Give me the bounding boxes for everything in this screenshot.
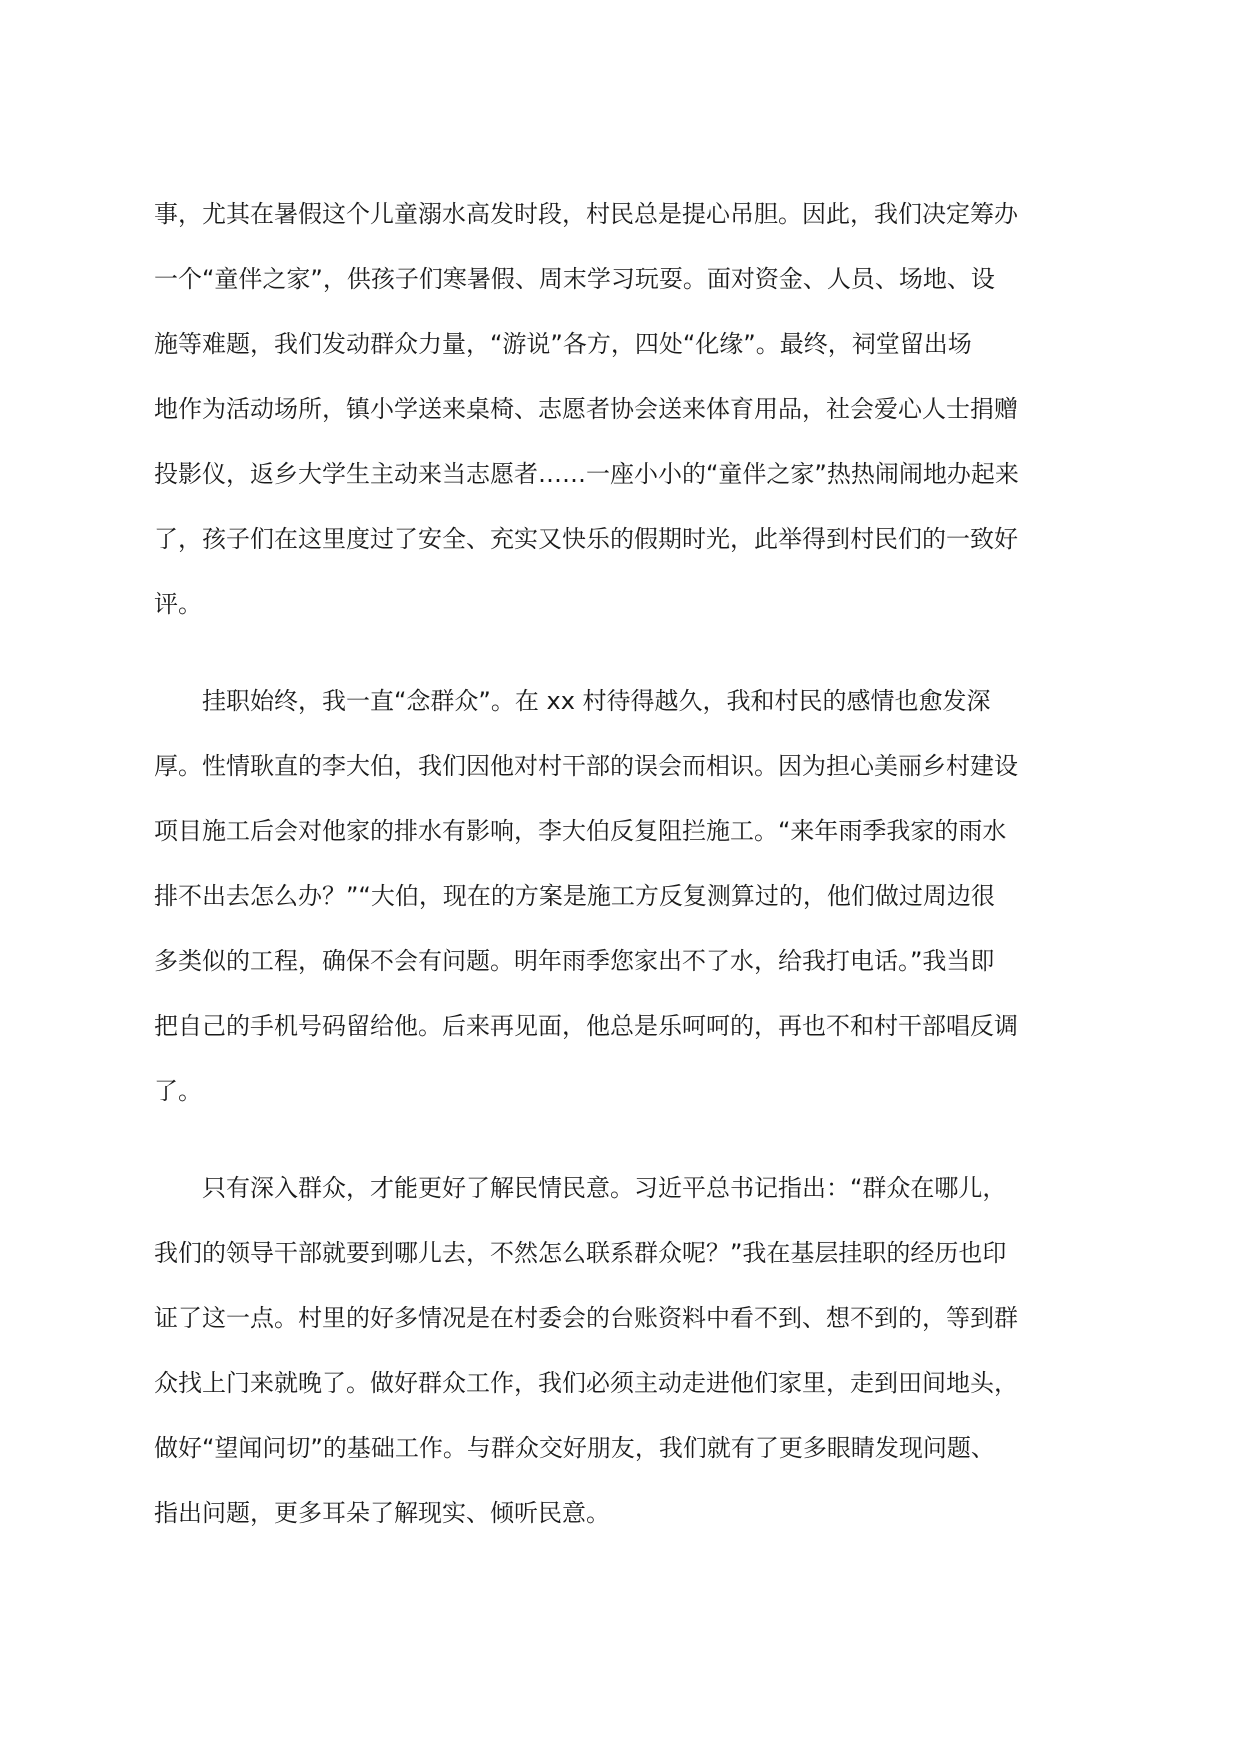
text-line: 证了这一点。村里的好多情况是在村委会的台账资料中看不到、想不到的，等到群 xyxy=(154,1304,1018,1332)
text-line: 一个“童伴之家”，供孩子们寒暑假、周末学习玩耍。面对资金、人员、场地、设 xyxy=(154,265,995,293)
text-line: 排不出去怎么办？”“大伯，现在的方案是施工方反复测算过的，他们做过周边很 xyxy=(154,882,995,910)
text-line: 事，尤其在暑假这个儿童溺水高发时段，村民总是提心吊胆。因此，我们决定筹办 xyxy=(154,200,1018,228)
text-line: 厚。性情耿直的李大伯，我们因他对村干部的误会而相识。因为担心美丽乡村建设 xyxy=(154,752,1018,780)
text-line: 了，孩子们在这里度过了安全、充实又快乐的假期时光，此举得到村民们的一致好 xyxy=(154,525,1018,553)
text-line: 地作为活动场所，镇小学送来桌椅、志愿者协会送来体育用品，社会爱心人士捐赠 xyxy=(154,395,1018,423)
text-line: 投影仪，返乡大学生主动来当志愿者……一座小小的“童伴之家”热热闹闹地办起来 xyxy=(154,460,1019,488)
text-line: 众找上门来就晚了。做好群众工作，我们必须主动走进他们家里，走到田间地头， xyxy=(154,1369,1018,1397)
paragraph-2 xyxy=(154,669,1084,1124)
text-line: 我们的领导干部就要到哪儿去，不然怎么联系群众呢？”我在基层挂职的经历也印 xyxy=(154,1239,1007,1267)
text-line: 多类似的工程，确保不会有问题。明年雨季您家出不了水，给我打电话。”我当即 xyxy=(154,947,995,975)
paragraph-1 xyxy=(154,182,1084,637)
text-line: 指出问题，更多耳朵了解现实、倾听民意。 xyxy=(154,1499,610,1527)
text-line: 把自己的手机号码留给他。后来再见面，他总是乐呵呵的，再也不和村干部唱反调 xyxy=(154,1012,1018,1040)
text-line: 项目施工后会对他家的排水有影响，李大伯反复阻拦施工。“来年雨季我家的雨水 xyxy=(154,817,1007,845)
text-line: 做好“望闻问切”的基础工作。与群众交好朋友，我们就有了更多眼睛发现问题、 xyxy=(154,1434,995,1462)
text-line: 评。 xyxy=(154,590,202,618)
paragraph-spacer xyxy=(154,1124,1084,1156)
text-line: 挂职始终，我一直“念群众”。在 xx 村待得越久，我和村民的感情也愈发深 xyxy=(202,687,991,715)
paragraph-spacer xyxy=(154,637,1084,669)
text-line: 只有深入群众，才能更好了解民情民意。习近平总书记指出：“群众在哪儿， xyxy=(202,1174,1007,1202)
text-line: 施等难题，我们发动群众力量，“游说”各方，四处“化缘”。最终，祠堂留出场 xyxy=(154,330,972,358)
text-line: 了。 xyxy=(154,1077,202,1105)
paragraph-3 xyxy=(154,1156,1084,1546)
document-body xyxy=(154,182,1084,1546)
